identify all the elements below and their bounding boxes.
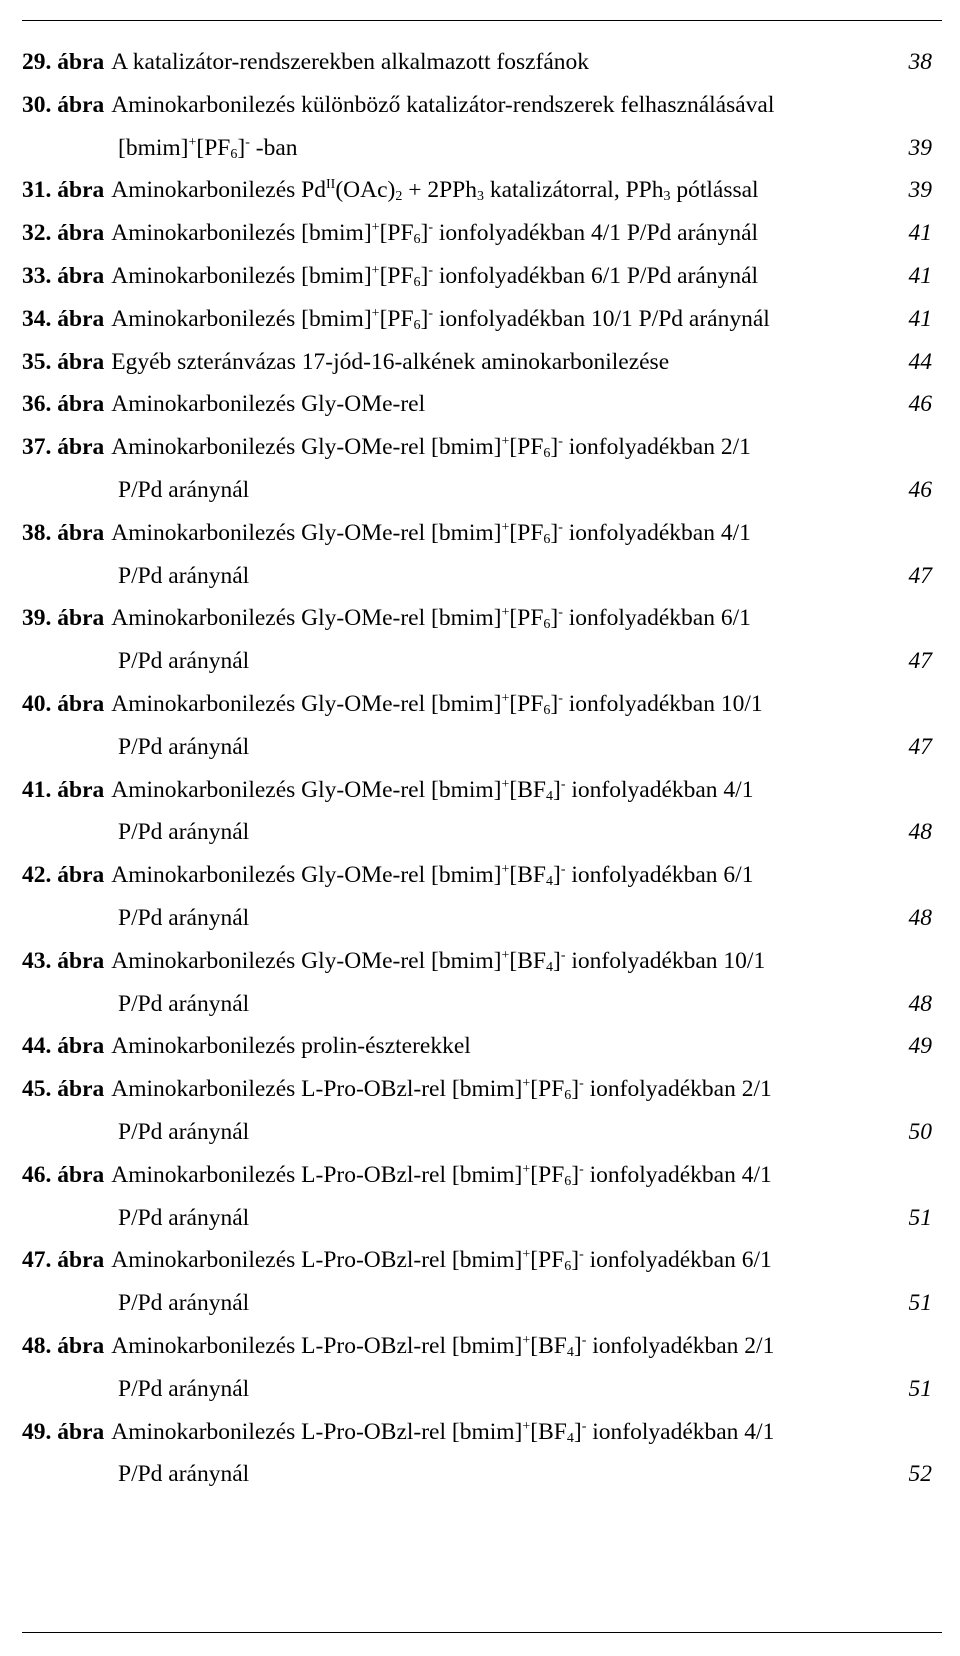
figure-title: Aminokarbonilezés Gly-OMe-rel $[bmim]^+[BF_4]^-$ ionfolyadékban 4/1 <box>111 776 754 804</box>
figure-number: 33. <box>22 263 52 289</box>
toc-entry-continuation <box>22 1198 932 1238</box>
page-number: 49 <box>908 1033 932 1060</box>
figure-title-continuation: P/Pd aránynál <box>118 1461 250 1488</box>
page-number: 51 <box>908 1290 932 1317</box>
toc-entry-continuation <box>22 1283 932 1323</box>
figure-number: 35. <box>22 348 52 375</box>
toc-entry <box>22 299 932 339</box>
figure-title: Aminokarbonilezés Gly-OMe-rel $[bmim]^+[PF_6]^-$ ionfolyadékban 6/1 <box>111 605 751 633</box>
figure-label: ábra <box>57 862 105 889</box>
figure-title: Aminokarbonilezés $[bmim]^+[PF_6]^-$ ionfolyadékban 4/1 P/Pd aránynál <box>111 220 759 248</box>
toc-entry <box>22 513 932 553</box>
toc-entry <box>22 941 932 981</box>
figure-label: ábra <box>57 91 105 118</box>
page-number: 46 <box>908 391 932 418</box>
toc-entry-continuation <box>22 470 932 510</box>
toc-entry <box>22 213 932 253</box>
figure-number: 45. <box>22 1076 52 1103</box>
page-number: 51 <box>908 1204 932 1231</box>
page-number: 47 <box>908 733 932 760</box>
figure-number: 43. <box>22 947 52 974</box>
toc-entry <box>22 1326 932 1366</box>
page-number: 50 <box>908 1119 932 1145</box>
toc-entry <box>22 855 932 895</box>
figure-title-continuation: P/Pd aránynál <box>118 562 250 589</box>
figure-label: ábra <box>57 1033 105 1060</box>
page-number: 41 <box>908 220 932 247</box>
toc-entry <box>22 1155 932 1195</box>
figure-title-continuation: P/Pd aránynál <box>118 1119 250 1145</box>
figure-title-continuation: P/Pd aránynál <box>118 477 250 503</box>
toc-entry-continuation <box>22 1454 932 1494</box>
figure-label: ábra <box>57 305 105 332</box>
figure-title: Aminokarbonilezés $Pd^{II}(OAc)_2 + 2PPh_3$ katalizátorral, PPh$_3$ pótlással <box>111 177 759 205</box>
figure-label: ábra <box>57 1247 105 1274</box>
page-number: 47 <box>908 648 932 675</box>
figure-number: 38. <box>22 519 52 546</box>
figure-label: ábra <box>57 1076 105 1103</box>
figure-number: 34. <box>22 305 52 332</box>
toc-entry <box>22 384 932 424</box>
toc-entry-continuation <box>22 641 932 681</box>
toc-entry <box>22 1240 932 1280</box>
figure-title: Aminokarbonilezés Gly-OMe-rel $[bmim]^+[PF_6]^-$ ionfolyadékban 2/1 <box>111 434 751 462</box>
figure-label: ábra <box>57 519 105 546</box>
figure-title: Aminokarbonilezés prolin-észterekkel <box>111 1033 471 1060</box>
bottom-rule <box>22 1632 942 1633</box>
figure-label: ábra <box>57 49 105 75</box>
figure-number: 46. <box>22 1161 52 1188</box>
figure-title: Aminokarbonilezés különböző katalizátor-rendszerek felhasználásával <box>111 91 775 118</box>
figure-label: ábra <box>57 1333 105 1359</box>
figure-title-continuation: P/Pd aránynál <box>118 1375 250 1402</box>
figure-number: 30. <box>22 91 52 118</box>
figure-title: Aminokarbonilezés Gly-OMe-rel $[bmim]^+[BF_4]^-$ ionfolyadékban 6/1 <box>111 862 754 890</box>
figure-title: Aminokarbonilezés Gly-OMe-rel <box>111 391 426 418</box>
page-number: 48 <box>908 905 932 931</box>
figure-title-continuation: P/Pd aránynál <box>118 990 250 1017</box>
figure-title: Aminokarbonilezés L-Pro-OBzl-rel $[bmim]^+[PF_6]^-$ ionfolyadékban 6/1 <box>111 1247 772 1275</box>
figure-title: A katalizátor-rendszerekben alkalmazott foszfánok <box>111 49 590 75</box>
figure-label: ábra <box>57 1418 105 1445</box>
figure-title: Aminokarbonilezés L-Pro-OBzl-rel $[bmim]^+[PF_6]^-$ ionfolyadékban 4/1 <box>111 1161 772 1189</box>
page-number: 44 <box>908 348 932 375</box>
figure-title: Aminokarbonilezés $[bmim]^+[PF_6]^-$ ionfolyadékban 6/1 P/Pd aránynál <box>111 263 759 290</box>
figure-number: 48. <box>22 1333 52 1359</box>
figure-title-continuation: P/Pd aránynál <box>118 733 250 760</box>
figure-title-continuation: P/Pd aránynál <box>118 1204 250 1231</box>
figure-title: Aminokarbonilezés Gly-OMe-rel $[bmim]^+[PF_6]^-$ ionfolyadékban 10/1 <box>111 691 763 718</box>
figure-title: Egyéb szteránvázas 17-jód-16-alkének aminokarbonilezése <box>111 348 670 375</box>
figure-number: 42. <box>22 862 52 889</box>
figure-label: ábra <box>57 605 105 632</box>
figure-title-continuation: P/Pd aránynál <box>118 648 250 675</box>
figure-title-continuation: P/Pd aránynál <box>118 905 250 931</box>
toc-entry <box>22 427 932 467</box>
page-number: 48 <box>908 819 932 846</box>
figure-label: ábra <box>57 177 105 204</box>
page-number: 46 <box>908 477 932 503</box>
figure-title: Aminokarbonilezés Gly-OMe-rel $[bmim]^+[PF_6]^-$ ionfolyadékban 4/1 <box>111 519 751 547</box>
figure-title-continuation: P/Pd aránynál <box>118 819 250 846</box>
toc-entry-continuation <box>22 812 932 852</box>
figure-title: Aminokarbonilezés L-Pro-OBzl-rel $[bmim]^+[BF_4]^-$ ionfolyadékban 4/1 <box>111 1418 775 1446</box>
page-number: 47 <box>908 562 932 589</box>
figure-number: 39. <box>22 605 52 632</box>
figure-title-continuation: $[bmim]^+[PF_6]^-$ -ban <box>118 134 298 162</box>
page-number: 48 <box>908 990 932 1017</box>
figure-title: Aminokarbonilezés $[bmim]^+[PF_6]^-$ ionfolyadékban 10/1 P/Pd aránynál <box>111 305 770 333</box>
figure-label: ábra <box>57 434 105 461</box>
figure-label: ábra <box>57 348 105 375</box>
toc-entry-continuation <box>22 128 932 168</box>
figure-number: 31. <box>22 177 52 204</box>
page-number: 41 <box>908 263 932 289</box>
toc-entry-continuation <box>22 1112 932 1152</box>
toc-entry <box>22 342 932 382</box>
toc-entry-continuation <box>22 898 932 938</box>
toc-entry <box>22 85 932 125</box>
toc-entry <box>22 1026 932 1066</box>
toc-entry <box>22 1412 932 1452</box>
figure-label: ábra <box>57 391 105 418</box>
page-number: 51 <box>908 1375 932 1402</box>
figure-number: 32. <box>22 220 52 247</box>
page-number: 38 <box>908 49 932 75</box>
toc-entry <box>22 1069 932 1109</box>
figure-title: Aminokarbonilezés L-Pro-OBzl-rel $[bmim]^+[PF_6]^-$ ionfolyadékban 2/1 <box>111 1076 772 1104</box>
toc-entry-continuation <box>22 556 932 596</box>
page-number: 39 <box>908 134 932 161</box>
figure-number: 41. <box>22 776 52 803</box>
toc-entry <box>22 256 932 296</box>
toc-entry <box>22 42 932 82</box>
page-number: 41 <box>908 305 932 332</box>
toc-entry <box>22 170 932 210</box>
figure-number: 37. <box>22 434 52 461</box>
figure-label: ábra <box>57 263 105 289</box>
figure-title: Aminokarbonilezés L-Pro-OBzl-rel $[bmim]^+[BF_4]^-$ ionfolyadékban 2/1 <box>111 1333 775 1360</box>
figure-number: 40. <box>22 691 52 717</box>
figure-number: 36. <box>22 391 52 418</box>
figure-number: 49. <box>22 1418 52 1445</box>
page-number: 39 <box>908 177 932 204</box>
toc-entry-continuation <box>22 984 932 1024</box>
figure-number: 47. <box>22 1247 52 1274</box>
page-number: 52 <box>908 1461 932 1488</box>
figure-title: Aminokarbonilezés Gly-OMe-rel $[bmim]^+[BF_4]^-$ ionfolyadékban 10/1 <box>111 947 766 975</box>
figure-label: ábra <box>57 947 105 974</box>
figure-label: ábra <box>57 776 105 803</box>
figure-label: ábra <box>57 220 105 247</box>
figure-label: ábra <box>57 1161 105 1188</box>
figure-number: 29. <box>22 49 52 75</box>
toc-entry-continuation <box>22 727 932 767</box>
toc-entry <box>22 684 932 724</box>
toc-entry <box>22 598 932 638</box>
figure-number: 44. <box>22 1033 52 1060</box>
figure-title-continuation: P/Pd aránynál <box>118 1290 250 1317</box>
figure-label: ábra <box>57 691 105 717</box>
toc-entry-continuation <box>22 1369 932 1409</box>
toc-entry <box>22 770 932 810</box>
